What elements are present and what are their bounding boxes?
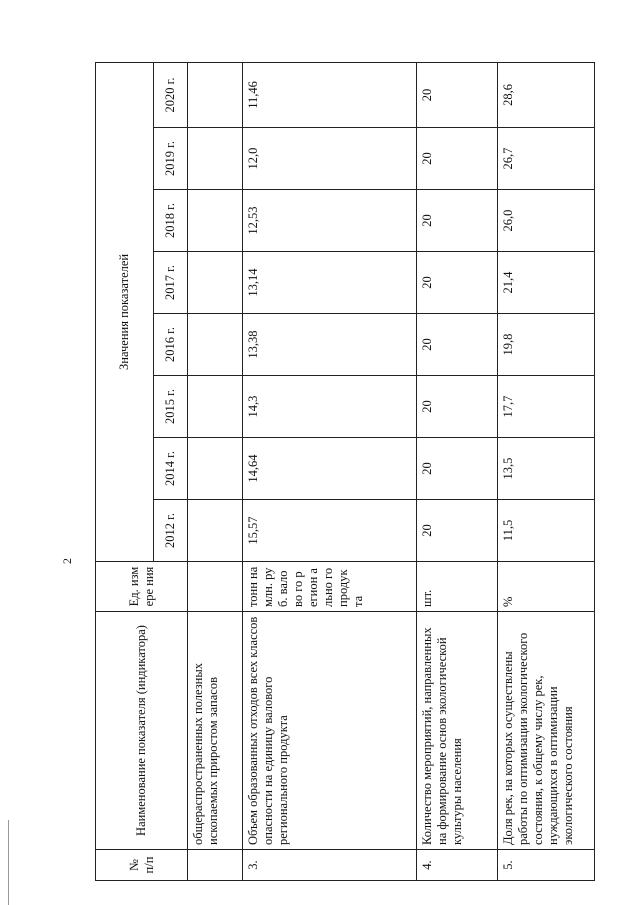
row-value: 15,57 (243, 500, 417, 562)
row-value (188, 314, 243, 376)
row-value: 20 (417, 438, 498, 500)
row-value: 14,3 (243, 376, 417, 438)
row-value: 13,5 (498, 438, 595, 500)
row-value: 13,14 (243, 252, 417, 314)
row-value (188, 376, 243, 438)
row-name: Количество мероприятий, направленных на формирование основ экологической культуры населения (417, 612, 498, 850)
row-value: 11,46 (243, 62, 417, 127)
rotated-table-wrapper (95, 63, 595, 881)
row-value (188, 252, 243, 314)
row-value: 20 (417, 314, 498, 376)
table-row (417, 62, 498, 880)
row-value: 20 (417, 376, 498, 438)
row-unit: шт. (417, 562, 498, 612)
page-number: 2 (60, 558, 74, 564)
row-value: 20 (417, 190, 498, 252)
header-year: 2018 г. (154, 190, 188, 252)
header-row-group (96, 62, 154, 880)
row-unit (188, 562, 243, 612)
table-row (188, 62, 243, 880)
header-unit: Ед. измере ния (96, 562, 188, 612)
row-value (188, 500, 243, 562)
header-num: № п/п (96, 850, 188, 881)
header-year: 2017 г. (154, 252, 188, 314)
header-values-group: Значения показателей (96, 62, 154, 561)
row-value: 17,7 (498, 376, 595, 438)
row-num: 3. (243, 850, 417, 881)
row-value: 20 (417, 62, 498, 127)
row-name: общераспространенных полезных ископаемых приростом запасов (188, 612, 243, 850)
row-value: 26,7 (498, 128, 595, 190)
page-margin-line (8, 820, 9, 905)
row-value (188, 438, 243, 500)
header-name: Наименование показателя (индикатора) (96, 612, 188, 850)
row-value (188, 190, 243, 252)
header-year: 2020 г. (154, 62, 188, 127)
table-row (498, 62, 595, 880)
row-name: Доля рек, на которых осуществлены работы по оптимизации экологического состояния, к общему числу рек, нуждающихся в оптимизации экологического состояния (498, 612, 595, 850)
row-value: 14,64 (243, 438, 417, 500)
table-row (243, 62, 417, 880)
row-value: 20 (417, 128, 498, 190)
row-unit: % (498, 562, 595, 612)
row-value (188, 128, 243, 190)
row-value: 19,8 (498, 314, 595, 376)
row-value: 20 (417, 252, 498, 314)
row-num: 4. (417, 850, 498, 881)
row-value: 28,6 (498, 62, 595, 127)
indicators-table (95, 62, 595, 881)
row-value: 20 (417, 500, 498, 562)
row-unit: тонн на млн. руб. валово го регион ально го продук та (243, 562, 417, 612)
header-year: 2012 г. (154, 500, 188, 562)
header-year: 2014 г. (154, 438, 188, 500)
row-num (188, 850, 243, 881)
row-value: 11,5 (498, 500, 595, 562)
row-num: 5. (498, 850, 595, 881)
row-value: 21,4 (498, 252, 595, 314)
header-year: 2015 г. (154, 376, 188, 438)
row-name: Объем образованных отходов всех классов опасности на единицу валового регионального продукта (243, 612, 417, 850)
header-year: 2019 г. (154, 128, 188, 190)
row-value (188, 62, 243, 127)
row-value: 12,53 (243, 190, 417, 252)
row-value: 12,0 (243, 128, 417, 190)
row-value: 26,0 (498, 190, 595, 252)
header-year: 2016 г. (154, 314, 188, 376)
row-value: 13,38 (243, 314, 417, 376)
